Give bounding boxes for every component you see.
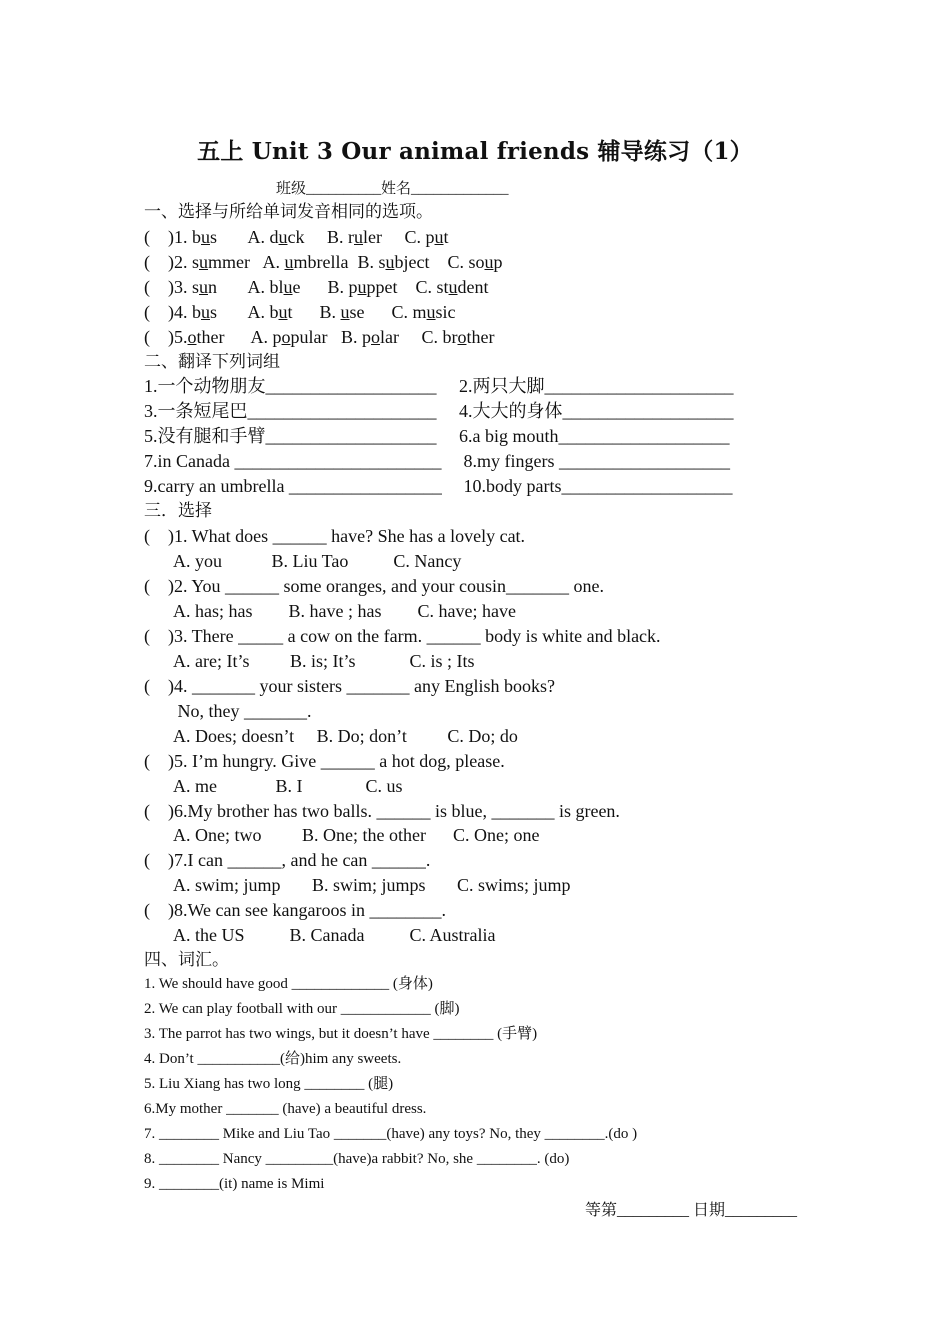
section1-item: ( )2. summer A. umbrella B. subject C. soup xyxy=(144,252,503,272)
section1-item: ( )4. bus A. but B. use C. music xyxy=(144,302,456,322)
vocab-item: 1. We should have good _____________ (身体) xyxy=(144,976,433,992)
section4-heading: 四、词汇。 xyxy=(144,950,229,970)
translation-right: 4.大大的身体___________________ xyxy=(459,401,734,421)
vocab-item: 8. ________ Nancy _________(have)a rabbit? No, she ________. (do) xyxy=(144,1151,570,1167)
vocab-item: 5. Liu Xiang has two long ________ (腿) xyxy=(144,1076,394,1092)
translation-left: 9.carry an umbrella _________________ xyxy=(144,476,442,496)
mc-question-answer-line: No, they _______. xyxy=(173,701,312,721)
vocab-item: 7. ________ Mike and Liu Tao _______(have) any toys? No, they ________.(do ) xyxy=(144,1126,638,1142)
section1-item: ( )1. bus A. duck B. ruler C. put xyxy=(144,227,449,247)
section3-heading: 三．选择 xyxy=(144,501,212,521)
section1-item: ( )5.other A. popular B. polar C. brother xyxy=(144,327,495,347)
mc-question: ( )2. You ______ some oranges, and your cousin_______ one. xyxy=(144,576,604,596)
mc-question: ( )7.I can ______, and he can ______. xyxy=(144,850,431,870)
translation-left: 7.in Canada _______________________ xyxy=(144,451,442,471)
mc-options: A. you B. Liu Tao C. Nancy xyxy=(173,551,462,571)
mc-options: A. Does; doesn’t B. Do; don’t C. Do; do xyxy=(173,726,518,746)
vocab-item: 3. The parrot has two wings, but it doesn’t have ________ (手臂) xyxy=(144,1026,538,1042)
page-title: 五上 Unit 3 Our animal friends 辅导练习（1） xyxy=(197,138,753,165)
mc-question: ( )3. There _____ a cow on the farm. ______ body is white and black. xyxy=(144,626,661,646)
mc-question: ( )6.My brother has two balls. ______ is blue, _______ is green. xyxy=(144,801,620,821)
grade-date-line: 等第_________ 日期_________ xyxy=(585,1202,798,1219)
mc-options: A. One; two B. One; the other C. One; one xyxy=(173,825,540,845)
translation-left: 5.没有腿和手臂___________________ xyxy=(144,426,437,446)
class-name-line: 班级__________姓名_____________ xyxy=(276,181,509,197)
section2-heading: 二、翻译下列词组 xyxy=(144,352,280,372)
translation-right: 2.两只大脚_____________________ xyxy=(459,376,734,396)
mc-question: ( )1. What does ______ have? She has a lovely cat. xyxy=(144,526,526,546)
vocab-item: 4. Don’t ___________(给)him any sweets. xyxy=(144,1051,402,1067)
mc-question: ( )8.We can see kangaroos in ________. xyxy=(144,900,446,920)
mc-options: A. swim; jump B. swim; jumps C. swims; jump xyxy=(173,875,571,895)
vocab-item: 6.My mother _______ (have) a beautiful dress. xyxy=(144,1101,427,1117)
mc-options: A. me B. I C. us xyxy=(173,776,403,796)
mc-question: ( )5. I’m hungry. Give ______ a hot dog, please. xyxy=(144,751,505,771)
mc-question: ( )4. _______ your sisters _______ any English books? xyxy=(144,676,555,696)
translation-left: 3.一条短尾巴_____________________ xyxy=(144,401,437,421)
mc-options: A. has; has B. have ; has C. have; have xyxy=(173,601,516,621)
section1-heading: 一、选择与所给单词发音相同的选项。 xyxy=(144,202,433,222)
vocab-item: 9. ________(it) name is Mimi xyxy=(144,1176,325,1192)
mc-options: A. the US B. Canada C. Australia xyxy=(173,925,496,945)
mc-options: A. are; It’s B. is; It’s C. is ; Its xyxy=(173,651,475,671)
vocab-item: 2. We can play football with our ____________ (脚) xyxy=(144,1001,460,1017)
translation-right: 10.body parts___________________ xyxy=(459,476,733,496)
section1-item: ( )3. sun A. blue B. puppet C. student xyxy=(144,277,489,297)
translation-left: 1.一个动物朋友___________________ xyxy=(144,376,437,396)
translation-right: 8.my fingers ___________________ xyxy=(459,451,730,471)
translation-right: 6.a big mouth___________________ xyxy=(459,426,730,446)
